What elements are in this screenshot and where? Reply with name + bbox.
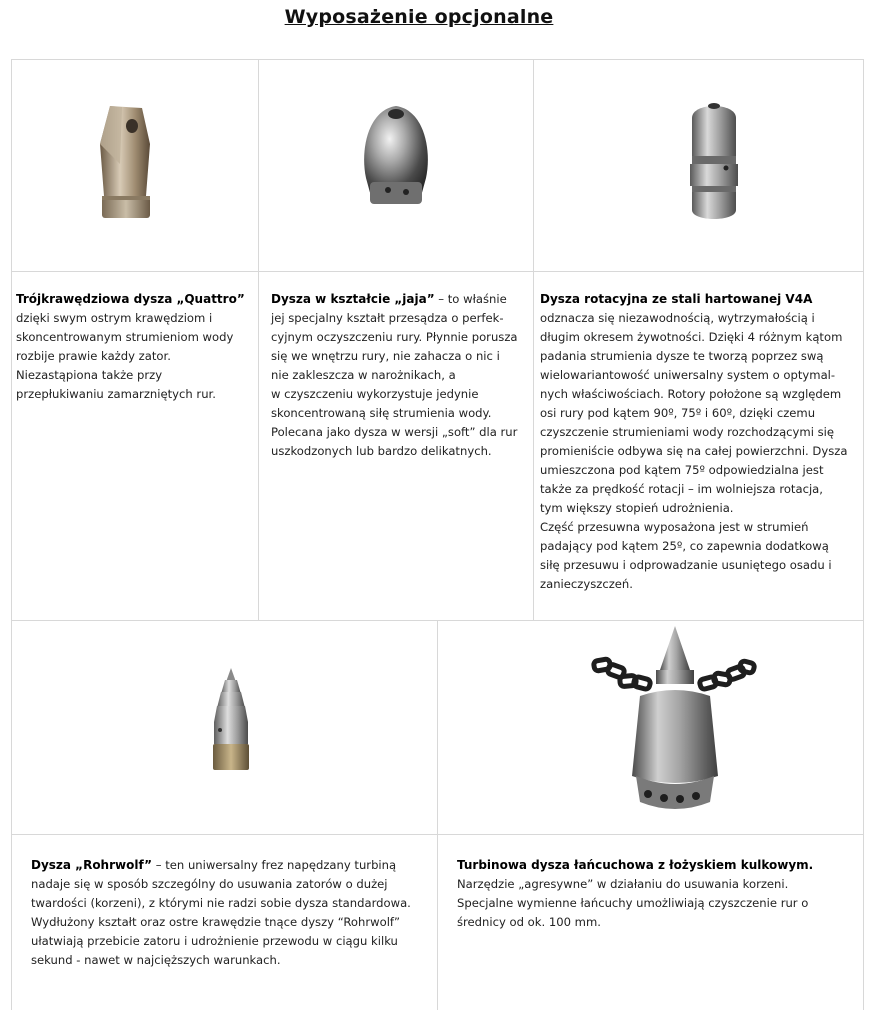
product-description-quattro (16, 290, 245, 404)
description-line: Specjalne wymienne łańcuchy umożliwiają czyszczenie rur o (457, 896, 809, 910)
table-border (863, 59, 864, 621)
description-line: Polecana jako dysza w wersji „soft” dla rur (271, 425, 518, 439)
egg-nozzle-image (360, 104, 432, 212)
table-border (863, 620, 864, 1010)
chain-nozzle-image (590, 626, 760, 826)
table-border (533, 59, 534, 621)
description-line: rozbije prawie każdy zator. (16, 349, 171, 363)
description-line: także za prędkość rotacji – im wolniejsza rotacja, (540, 482, 823, 496)
description-line: umieszczona pod kątem 75º odpowiedzialna jest (540, 463, 824, 477)
description-line: nadaje się w sposób szczególny do usuwania zatorów o dużej (31, 877, 388, 891)
description-line: w czyszczeniu wykorzystuje jedynie (271, 387, 479, 401)
product-name-suffix: – ten uniwersalny frez napędzany turbiną (152, 858, 397, 872)
product-description-rohrwolf (31, 856, 411, 970)
product-name-suffix: – to właśnie (434, 292, 507, 306)
rohrwolf-nozzle-image (206, 668, 256, 776)
description-line: osi rury pod kątem 90º, 75º i 60º, dzięki czemu (540, 406, 816, 420)
description-line: ułatwiają przebicie zatoru i udrożnienie przewodu w ciągu kilku (31, 934, 398, 948)
description-line: tym większy stopień udrożnienia. (540, 501, 734, 515)
product-name: Dysza w kształcie „jaja” (271, 292, 435, 306)
product-description-egg (271, 290, 518, 461)
table-border (258, 59, 259, 621)
description-line: czyszczenie strumieniami wody rozchodzącymi się (540, 425, 835, 439)
table-border (11, 59, 12, 621)
description-line: dzięki swym ostrym krawędziom i (16, 311, 213, 325)
table-border (11, 271, 864, 272)
description-line: cyjnym oczyszczeniu rury. Płynnie porusza (271, 330, 518, 344)
description-line: padania strumienia dysze te tworzą poprzez swą (540, 349, 824, 363)
description-line: Niezastąpiona także przy (16, 368, 163, 382)
description-line: Narzędzie „agresywne” w działaniu do usuwania korzeni. (457, 877, 789, 891)
description-line: nych właściwościach. Rotory położone są względem (540, 387, 842, 401)
description-line: nie zakleszcza w narożnikach, a (271, 368, 456, 382)
page-title: Wyposażenie opcjonalne (284, 6, 554, 28)
description-line: uszkodzonych lub bardzo delikatnych. (271, 444, 492, 458)
description-line: odznacza się niezawodnością, wytrzymałością i (540, 311, 815, 325)
product-name: Trójkrawędziowa dysza „Quattro” (16, 292, 245, 306)
product-name: Dysza rotacyjna ze stali hartowanej V4A (540, 292, 813, 306)
description-line: przepłukiwaniu zamarzniętych rur. (16, 387, 216, 401)
description-line: zanieczyszczeń. (540, 577, 633, 591)
product-name: Turbinowa dysza łańcuchowa z łożyskiem kulkowym. (457, 858, 814, 872)
description-line: średnicy od ok. 100 mm. (457, 915, 601, 929)
description-line: się we wnętrzu rury, nie zahacza o nic i (271, 349, 500, 363)
description-line: twardości (korzeni), z którymi nie radzi sobie dysza standardowa. (31, 896, 411, 910)
table-border (437, 620, 438, 1010)
description-line: długim okresem żywotności. Dzięki 4 różnym kątom (540, 330, 843, 344)
description-line: siłę przesuwu i odprowadzanie usuniętego osadu i (540, 558, 832, 572)
rotary-nozzle-image (684, 98, 744, 224)
table-border (11, 59, 864, 60)
description-line: padający pod kątem 25º, co zapewnia dodatkową (540, 539, 829, 553)
description-line: skoncentrowaną siłę strumienia wody. (271, 406, 492, 420)
description-line: skoncentrowanym strumieniom wody (16, 330, 234, 344)
table-border (11, 620, 12, 1010)
description-line: Część przesuwna wyposażona jest w strumień (540, 520, 809, 534)
product-description-chain (457, 856, 813, 932)
description-line: promieniście odbywa się na całej powierzchni. Dysza (540, 444, 848, 458)
description-line: wielowariantowość uniwersalny system o optymal- (540, 368, 836, 382)
description-line: sekund - nawet w najcięższych warunkach. (31, 953, 281, 967)
description-line: jej specjalny kształt przesądza o perfek- (271, 311, 504, 325)
product-name: Dysza „Rohrwolf” (31, 858, 153, 872)
description-line: Wydłużony kształt oraz ostre krawędzie tnące dyszy “Rohrwolf” (31, 915, 401, 929)
quattro-nozzle-image (92, 104, 158, 224)
product-description-rotary (540, 290, 847, 594)
